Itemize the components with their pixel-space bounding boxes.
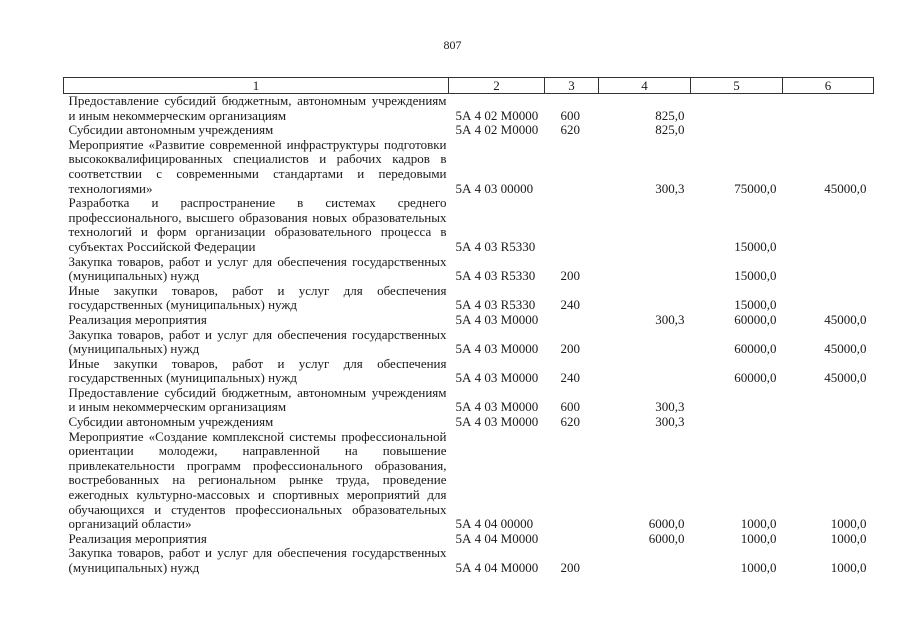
row-value-col5: 60000,0 bbox=[734, 341, 777, 357]
column-header: 5 bbox=[691, 78, 783, 94]
row-name: Закупка товаров, работ и услуг для обеспечения государственных (муниципальных) нужд bbox=[68, 326, 447, 357]
row-expense-type: 200 bbox=[560, 341, 580, 357]
budget-table bbox=[63, 77, 874, 576]
row-value-col4: 300,3 bbox=[655, 399, 685, 415]
row-expense-type: 200 bbox=[560, 560, 580, 575]
row-code: 5А 4 04 М0000 bbox=[455, 560, 539, 575]
row-value-col5 bbox=[691, 94, 783, 124]
row-name: Мероприятие «Развитие современной инфраструктуры подготовки высококвалифицированных специалистов и рабочих кадров в соответствии с современными стандартами и передовыми технологиями» bbox=[68, 136, 447, 196]
table-row bbox=[64, 386, 874, 415]
table-row bbox=[64, 123, 874, 138]
row-value-col4: 300,3 bbox=[655, 311, 685, 327]
row-value-col6: 45000,0 bbox=[824, 370, 867, 386]
row-value-col6: 45000,0 bbox=[824, 311, 867, 327]
row-value-col4 bbox=[599, 284, 691, 313]
row-value-col4: 6000,0 bbox=[648, 516, 685, 532]
row-name: Иные закупки товаров, работ и услуг для обеспечения государственных (муниципальных) нужд bbox=[68, 282, 447, 313]
row-code: 5А 4 03 М0000 bbox=[455, 370, 539, 386]
table-row bbox=[64, 255, 874, 284]
row-code: 5А 4 03 М0000 bbox=[455, 341, 539, 357]
row-code: 5А 4 03 М0000 bbox=[455, 311, 539, 327]
row-value-col6 bbox=[783, 123, 874, 138]
row-value-col4 bbox=[599, 546, 691, 575]
row-value-col5: 15000,0 bbox=[734, 238, 777, 254]
row-expense-type: 240 bbox=[560, 297, 580, 313]
row-value-col6: 45000,0 bbox=[824, 180, 867, 196]
row-value-col5: 1000,0 bbox=[740, 560, 777, 575]
row-expense-type bbox=[545, 196, 599, 254]
row-value-col5: 1000,0 bbox=[740, 516, 777, 532]
row-value-col4: 825,0 bbox=[655, 107, 685, 123]
row-value-col6 bbox=[783, 196, 874, 254]
header-row bbox=[64, 78, 874, 94]
row-value-col4 bbox=[599, 328, 691, 357]
row-name: Мероприятие «Создание комплексной системы профессиональной ориентации молодежи, направленной на повышение привлекательности программ профессионального образования, востребованных на региональном рынке труда, проведение ежегодных культурно-массовых и спортивных мероприятий для обучающихся и студентов профессиональных образовательных организаций области» bbox=[68, 428, 447, 532]
row-expense-type bbox=[545, 138, 599, 196]
row-code: 5А 4 03 R5330 bbox=[455, 268, 536, 284]
row-expense-type: 620 bbox=[560, 122, 580, 138]
table-row bbox=[64, 415, 874, 430]
row-value-col6 bbox=[783, 386, 874, 415]
row-value-col5: 15000,0 bbox=[734, 268, 777, 284]
row-code: 5А 4 02 М0000 bbox=[455, 122, 539, 138]
table-row bbox=[64, 138, 874, 196]
row-name: Закупка товаров, работ и услуг для обеспечения государственных (муниципальных) нужд bbox=[68, 253, 447, 284]
row-name: Субсидии автономным учреждениям bbox=[68, 122, 274, 138]
table-row bbox=[64, 196, 874, 254]
row-expense-type bbox=[545, 430, 599, 532]
row-name: Предоставление субсидий бюджетным, автономным учреждениям и иным некоммерческим организациям bbox=[68, 384, 447, 415]
row-value-col5: 75000,0 bbox=[734, 180, 777, 196]
row-name: Реализация мероприятия bbox=[68, 311, 207, 327]
row-expense-type bbox=[545, 313, 599, 328]
column-header: 1 bbox=[64, 78, 449, 94]
row-value-col6 bbox=[783, 284, 874, 313]
row-value-col6 bbox=[783, 415, 874, 430]
row-name: Разработка и распространение в системах среднего профессионального, высшего образования новых образовательных технологий и форм организации образовательного процесса в субъектах Российской Федерации bbox=[68, 195, 447, 254]
row-name: Предоставление субсидий бюджетным, автономным учреждениям и иным некоммерческим организациям bbox=[68, 93, 447, 123]
row-value-col4 bbox=[599, 196, 691, 254]
row-expense-type: 200 bbox=[560, 268, 580, 284]
table-row bbox=[64, 313, 874, 328]
table-row bbox=[64, 94, 874, 124]
row-name: Закупка товаров, работ и услуг для обеспечения государственных (муниципальных) нужд bbox=[68, 545, 447, 575]
row-value-col4: 300,3 bbox=[655, 414, 685, 430]
table-row bbox=[64, 328, 874, 357]
row-name: Субсидии автономным учреждениям bbox=[68, 414, 274, 430]
row-code: 5А 4 04 М0000 bbox=[455, 530, 539, 546]
row-value-col6: 45000,0 bbox=[824, 341, 867, 357]
row-value-col6: 1000,0 bbox=[830, 530, 867, 546]
row-code: 5А 4 04 00000 bbox=[455, 516, 534, 532]
row-value-col5: 15000,0 bbox=[734, 297, 777, 313]
row-expense-type: 240 bbox=[560, 370, 580, 386]
table-row bbox=[64, 284, 874, 313]
row-value-col4 bbox=[599, 255, 691, 284]
row-code: 5А 4 03 М0000 bbox=[455, 399, 539, 415]
row-value-col5 bbox=[691, 415, 783, 430]
row-value-col4 bbox=[599, 357, 691, 386]
page-number: 807 bbox=[443, 38, 462, 52]
column-header: 6 bbox=[783, 78, 874, 94]
column-header: 4 bbox=[599, 78, 691, 94]
row-value-col5 bbox=[691, 386, 783, 415]
table-row bbox=[64, 546, 874, 575]
row-expense-type bbox=[545, 532, 599, 547]
row-value-col6 bbox=[783, 255, 874, 284]
row-value-col6 bbox=[783, 94, 874, 124]
row-value-col5: 60000,0 bbox=[734, 311, 777, 327]
column-header: 3 bbox=[545, 78, 599, 94]
row-value-col4: 825,0 bbox=[655, 122, 685, 138]
row-expense-type: 600 bbox=[560, 107, 580, 123]
row-value-col5: 60000,0 bbox=[734, 370, 777, 386]
row-expense-type: 600 bbox=[560, 399, 580, 415]
table-row bbox=[64, 430, 874, 532]
row-value-col6: 1000,0 bbox=[830, 560, 867, 575]
row-name: Реализация мероприятия bbox=[68, 530, 207, 546]
table-row bbox=[64, 357, 874, 386]
row-value-col6: 1000,0 bbox=[830, 516, 867, 532]
row-code: 5А 4 03 00000 bbox=[455, 180, 534, 196]
row-value-col4: 300,3 bbox=[655, 180, 685, 196]
table-row bbox=[64, 532, 874, 547]
column-header: 2 bbox=[449, 78, 545, 94]
row-code: 5А 4 03 М0000 bbox=[455, 414, 539, 430]
row-code: 5А 4 03 R5330 bbox=[455, 297, 536, 313]
row-name: Иные закупки товаров, работ и услуг для обеспечения государственных (муниципальных) нужд bbox=[68, 355, 447, 386]
row-code: 5А 4 02 М0000 bbox=[455, 107, 539, 123]
row-value-col5: 1000,0 bbox=[740, 530, 777, 546]
row-value-col5 bbox=[691, 123, 783, 138]
row-value-col4: 6000,0 bbox=[648, 530, 685, 546]
row-code: 5А 4 03 R5330 bbox=[455, 238, 536, 254]
row-expense-type: 620 bbox=[560, 414, 580, 430]
